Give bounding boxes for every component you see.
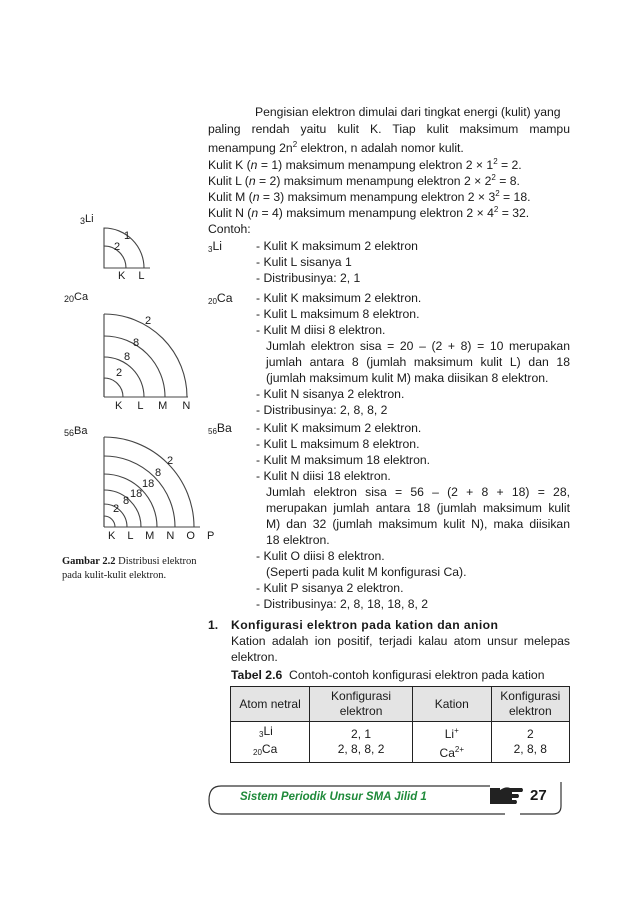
section-title: Konfigurasi elektron pada kation dan anion xyxy=(231,618,499,632)
pointing-hand-icon xyxy=(488,780,524,810)
conf-ca: 2, 8, 8, 2 xyxy=(337,742,385,756)
shell-k-arc xyxy=(104,516,115,527)
table-cell xyxy=(231,722,310,763)
table-header-cell: Konfigurasi elektron xyxy=(310,687,413,722)
example-ba-cont: M) dan 32 (jumlah maksimum kulit N), maka diisikan xyxy=(266,517,570,531)
diagram-ba-count: 2 xyxy=(167,455,174,467)
rule-l: Kulit L (n = 2) maksimum menampung elektron $2 \times 2^2 = 8$. xyxy=(208,173,520,188)
shell-l-arc xyxy=(104,357,144,397)
table-cell xyxy=(310,722,413,763)
page-number: 27 xyxy=(530,787,547,804)
example-ba-cont: Jumlah elektron sisa = 56 – (2 + 8 + 18) = 28, xyxy=(266,485,570,499)
intro-line-3: menampung $2n^2$ elektron, n adalah nomor kulit. xyxy=(208,140,464,155)
conf-li: 2, 1 xyxy=(351,727,372,741)
table-header-row xyxy=(231,687,570,722)
diagram-ba-count: 8 xyxy=(123,495,130,507)
diagram-ca-shell-labels: K L M N xyxy=(115,400,197,412)
rule-k: Kulit K (n = 1) maksimum menampung elektron $2 \times 1^2 = 2$. xyxy=(208,157,522,172)
intro-line-2: paling rendah yaitu kulit K. Tiap kulit maksimum mampu xyxy=(208,122,570,136)
ionconf-li: 2 xyxy=(526,727,534,741)
table-cell xyxy=(491,722,569,763)
section-body: elektron. xyxy=(231,650,278,664)
example-ba-line: - Kulit M maksimum 18 elektron. xyxy=(256,453,431,467)
example-ca-line: - Kulit N sisanya 2 elektron. xyxy=(256,387,405,401)
example-ba-line: - Kulit P sisanya 2 elektron. xyxy=(256,581,404,595)
diagram-li-count: 1 xyxy=(124,230,131,242)
example-ca-line: - Kulit K maksimum 2 elektron. xyxy=(256,291,422,305)
example-ba-cont: 18 elektron. xyxy=(266,533,330,547)
footer-title: Sistem Periodik Unsur SMA Jilid 1 xyxy=(240,791,427,803)
example-ba-element: $_{56}$Ba xyxy=(208,421,232,436)
example-ba-line: - Kulit K maksimum 2 elektron. xyxy=(256,421,422,435)
contoh-label: Contoh: xyxy=(208,222,251,236)
table-header-cell: Kation xyxy=(412,687,491,722)
diagram-ba-shell-labels: K L M N O P xyxy=(108,530,219,542)
example-ba-line: - Kulit L maksimum 8 elektron. xyxy=(256,437,420,451)
atom-ca: $_{20}$Ca xyxy=(253,742,278,757)
diagram-li-shells xyxy=(100,220,160,270)
table-header-cell: Atom netral xyxy=(231,687,310,722)
example-ca-element: $_{20}$Ca xyxy=(208,291,233,306)
table-row xyxy=(231,722,570,763)
table-header-cell: Konfigurasi elektron xyxy=(491,687,569,722)
example-ba-cont: merupakan jumlah antara 18 (jumlah maksimum kulit xyxy=(266,501,570,515)
diagram-ba-count: 18 xyxy=(142,478,155,490)
diagram-ba-count: 18 xyxy=(130,488,143,500)
example-ba-line: - Kulit N diisi 18 elektron. xyxy=(256,469,391,483)
figure-caption: pada kulit-kulit elektron. xyxy=(62,570,167,581)
section-number: 1. xyxy=(208,618,219,632)
ionconf-ca: 2, 8, 8 xyxy=(513,742,547,756)
diagram-ba-count: 8 xyxy=(155,467,162,479)
example-li-element: $_3$Li xyxy=(208,239,222,254)
example-ca-cont: (jumlah maksimum kulit M) maka diisikan 8 elektron. xyxy=(266,371,549,385)
rule-m: Kulit M (n = 3) maksimum menampung elektron $2 \times 3^2 = 18$. xyxy=(208,189,531,204)
example-li-line: - Kulit L sisanya 1 xyxy=(256,255,352,269)
rule-n: Kulit N (n = 4) maksimum menampung elektron $2 \times 4^2 = 32$. xyxy=(208,205,530,220)
diagram-ca-count: 2 xyxy=(145,315,152,327)
diagram-li-count: 2 xyxy=(114,241,121,253)
example-ca-cont: jumlah antara 8 (jumlah maksimum kulit L) dan 18 xyxy=(266,355,570,369)
example-li-line: - Distribusinya: 2, 1 xyxy=(256,271,361,285)
shell-k-arc xyxy=(104,378,123,397)
diagram-ca-count: 8 xyxy=(133,337,140,349)
diagram-li-shell-labels: K L xyxy=(118,270,150,282)
example-ba-line: - Distribusinya: 2, 8, 18, 18, 8, 2 xyxy=(256,597,429,611)
table-cell xyxy=(412,722,491,763)
cation-table xyxy=(230,686,570,763)
diagram-ca-count: 8 xyxy=(124,351,131,363)
diagram-ca-symbol: $_{20}$Ca xyxy=(64,291,89,304)
example-li-line: - Kulit K maksimum 2 elektron xyxy=(256,239,418,253)
atom-li: $_3$Li xyxy=(259,724,273,739)
example-ba-line: - Kulit O diisi 8 elektron. xyxy=(256,549,385,563)
diagram-ba-symbol: $_{56}$Ba xyxy=(64,425,88,438)
table-caption: Tabel 2.6 Contoh-contoh konfigurasi elektron pada kation xyxy=(231,668,545,682)
figure-caption: Gambar 2.2 Distribusi elektron xyxy=(62,556,197,567)
section-body: Kation adalah ion positif, terjadi kalau atom unsur melepas xyxy=(231,634,570,648)
example-ca-line: - Kulit M diisi 8 elektron. xyxy=(256,323,386,337)
diagram-ba-shells xyxy=(100,432,220,532)
intro-line-1: Pengisian elektron dimulai dari tingkat energi (kulit) yang xyxy=(255,105,561,119)
diagram-ca-count: 2 xyxy=(116,367,123,379)
example-ca-line: - Kulit L maksimum 8 elektron. xyxy=(256,307,420,321)
diagram-li-symbol: $_3$Li xyxy=(80,213,94,226)
diagram-ba-count: 2 xyxy=(113,503,120,515)
example-ca-cont: Jumlah elektron sisa = 20 – (2 + 8) = 10 merupakan xyxy=(266,339,570,353)
example-ca-line: - Distribusinya: 2, 8, 8, 2 xyxy=(256,403,388,417)
example-ba-cont: (Seperti pada kulit M konfigurasi Ca). xyxy=(266,565,467,579)
ion-li: Li+ xyxy=(444,726,459,741)
ion-ca: $Ca^{2+}$ xyxy=(439,745,464,760)
